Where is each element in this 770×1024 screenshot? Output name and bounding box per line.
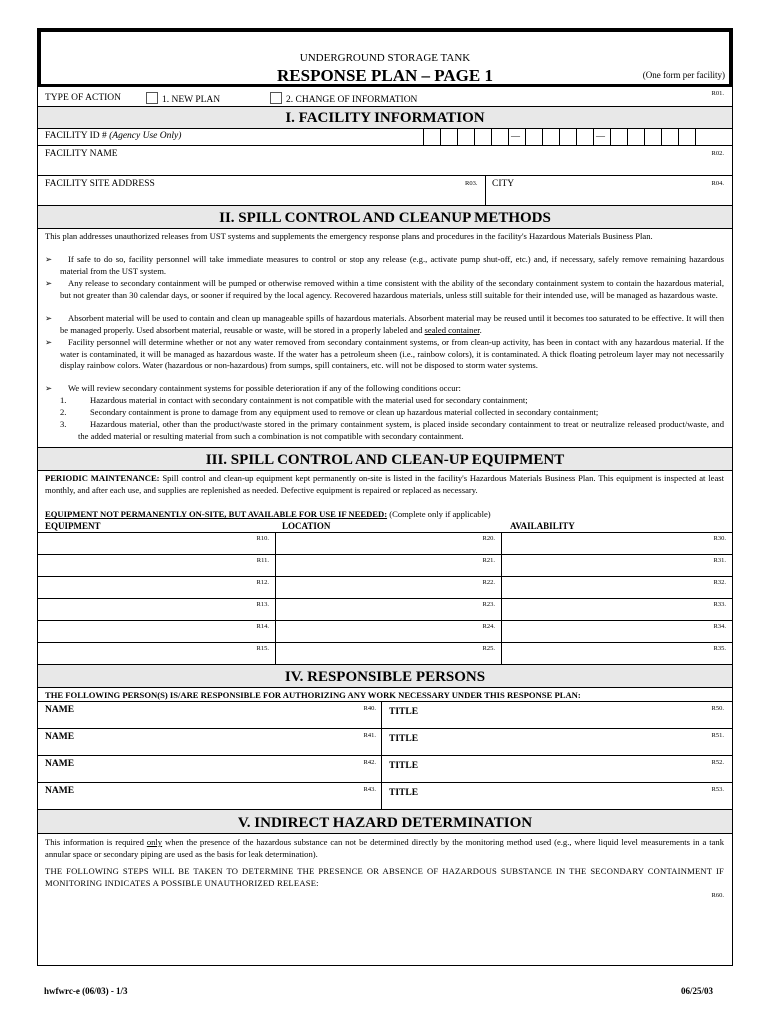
ref-r60: R60. bbox=[711, 892, 724, 899]
person-title-field[interactable] bbox=[381, 728, 732, 755]
section3-title: III. SPILL CONTROL AND CLEAN-UP EQUIPMENT bbox=[205, 452, 565, 468]
equipment-field[interactable] bbox=[38, 576, 275, 598]
title-label: TITLE bbox=[389, 707, 419, 717]
facility-id-label: FACILITY ID # (Agency Use Only) bbox=[45, 131, 182, 141]
condition-item-2: Secondary containment is prone to damage from any equipment used to remove or clean up hazardous material collected in secondary containment; bbox=[90, 407, 599, 417]
field-ref: R43. bbox=[363, 786, 376, 793]
equipment-row bbox=[38, 642, 732, 664]
field-ref: R15. bbox=[256, 645, 269, 652]
facility-name-field[interactable] bbox=[38, 157, 732, 175]
name-label: NAME bbox=[45, 732, 75, 742]
field-ref: R42. bbox=[363, 759, 376, 766]
response-plan-form bbox=[37, 28, 733, 966]
city-label: CITY bbox=[492, 179, 515, 189]
availability-field[interactable] bbox=[501, 642, 732, 664]
bullet-arrow: ➢ bbox=[45, 254, 53, 264]
id-dash-2: — bbox=[596, 131, 605, 141]
person-name-field[interactable] bbox=[38, 728, 381, 755]
field-ref: R41. bbox=[363, 732, 376, 739]
section2-intro: This plan addresses unauthorized releases from UST systems and supplements the emergency response plans and procedures in the facility's Hazardous Materials Business Plan. bbox=[45, 231, 653, 241]
field-ref: R35. bbox=[713, 645, 726, 652]
availability-field[interactable] bbox=[501, 620, 732, 642]
section5-title: V. INDIRECT HAZARD DETERMINATION bbox=[237, 815, 533, 831]
condition-item-1: Hazardous material in contact with secondary containment is not compatible with the material used for secondary containment; bbox=[90, 395, 528, 405]
availability-field[interactable] bbox=[501, 554, 732, 576]
field-ref: R32. bbox=[713, 579, 726, 586]
form-code: hwfwrc-e (06/03) - 1/3 bbox=[44, 986, 128, 996]
field-ref: R13. bbox=[256, 601, 269, 608]
person-name-field[interactable] bbox=[38, 701, 381, 728]
field-ref: R50. bbox=[711, 705, 724, 712]
section1-title: I. FACILITY INFORMATION bbox=[285, 110, 485, 126]
availability-field[interactable] bbox=[501, 598, 732, 620]
person-row bbox=[38, 701, 732, 728]
person-name-field[interactable] bbox=[38, 755, 381, 782]
field-ref: R24. bbox=[482, 623, 495, 630]
field-ref: R23. bbox=[482, 601, 495, 608]
facility-name-label: FACILITY NAME bbox=[45, 149, 118, 159]
site-address-label: FACILITY SITE ADDRESS bbox=[45, 179, 155, 189]
new-plan-label: 1. NEW PLAN bbox=[162, 95, 221, 105]
equipment-field[interactable] bbox=[38, 598, 275, 620]
change-info-checkbox[interactable] bbox=[270, 92, 282, 104]
section5-para2: THE FOLLOWING STEPS WILL BE TAKEN TO DETERMINE THE PRESENCE OR ABSENCE OF HAZARDOUS SUBSTANCE IN THE SECONDARY CONTAINMENT IF MONITORING INDICATES A POSSIBLE UNAUTHORIZED RELEASE: bbox=[45, 866, 724, 888]
equipment-row bbox=[38, 598, 732, 620]
location-field[interactable] bbox=[275, 576, 501, 598]
ref-r03: R03. bbox=[465, 180, 478, 187]
bullet-4: Facility personnel will determine whether or not any water removed from secondary containment systems, or from clean-up activity, has been in contact with any hazardous material. If the water is contaminated, it will be managed as hazardous waste. If the water has a petroleum sheen (i.e., rainbow colors), it is contaminated. A thick floating petroleum layer may not necessarily display rainbow colors. Water (hazardous or non-hazardous) from sumps, spill containers, etc. will not be disposed to storm water systems. bbox=[60, 337, 724, 370]
field-ref: R12. bbox=[256, 579, 269, 586]
person-row bbox=[38, 755, 732, 782]
equipment-field[interactable] bbox=[38, 642, 275, 664]
new-plan-option[interactable] bbox=[146, 92, 220, 105]
change-info-option[interactable] bbox=[270, 92, 417, 105]
header-note: (One form per facility) bbox=[642, 70, 725, 80]
equipment-row bbox=[38, 620, 732, 642]
field-ref: R33. bbox=[713, 601, 726, 608]
change-info-label: 2. CHANGE OF INFORMATION bbox=[286, 95, 418, 105]
bullet-5: We will review secondary containment systems for possible deterioration if any of the following conditions occur: bbox=[68, 383, 461, 393]
col-equipment: EQUIPMENT bbox=[45, 521, 101, 531]
page-title: RESPONSE PLAN – PAGE 1 bbox=[277, 66, 493, 85]
bullet-arrow: ➢ bbox=[45, 278, 53, 288]
section5-para1: This information is required only when the presence of the hazardous substance can not be determined directly by the monitoring method used (e.g., where liquid level measurements in a tank annular space or secondary piping are used as the basis for leak determination). bbox=[45, 837, 724, 859]
ref-r01: R01. bbox=[711, 90, 724, 97]
equipment-field[interactable] bbox=[38, 532, 275, 554]
name-label: NAME bbox=[45, 786, 75, 796]
field-ref: R25. bbox=[482, 645, 495, 652]
location-field[interactable] bbox=[275, 532, 501, 554]
person-row bbox=[38, 782, 732, 809]
periodic-maintenance-text: PERIODIC MAINTENANCE: Spill control and clean-up equipment kept permanently on-site is listed in the facility's Hazardous Materials Business Plan. This equipment is inspected at least monthly, and after each use, and supplies are replenished as needed. Defective equipment is repaired or replaced as necessary. bbox=[45, 473, 725, 495]
id-dash-1: — bbox=[511, 131, 520, 141]
equipment-field[interactable] bbox=[38, 620, 275, 642]
location-field[interactable] bbox=[275, 554, 501, 576]
field-ref: R20. bbox=[482, 535, 495, 542]
field-ref: R22. bbox=[482, 579, 495, 586]
type-of-action-label: TYPE OF ACTION bbox=[45, 93, 122, 103]
bullet-arrow: ➢ bbox=[45, 383, 53, 393]
equipment-row bbox=[38, 532, 732, 554]
field-ref: R14. bbox=[256, 623, 269, 630]
name-label: NAME bbox=[45, 705, 75, 715]
responsible-intro: THE FOLLOWING PERSON(S) IS/ARE RESPONSIBLE FOR AUTHORIZING ANY WORK NECESSARY UNDER THIS RESPONSE PLAN: bbox=[45, 690, 581, 700]
section2-title: II. SPILL CONTROL AND CLEANUP METHODS bbox=[219, 210, 551, 226]
location-field[interactable] bbox=[275, 598, 501, 620]
item-number: 3. bbox=[60, 419, 67, 429]
field-ref: R51. bbox=[711, 732, 724, 739]
form-date: 06/25/03 bbox=[681, 986, 714, 996]
field-ref: R31. bbox=[713, 557, 726, 564]
not-permanent-label: EQUIPMENT NOT PERMANENTLY ON-SITE, BUT AVAILABLE FOR USE IF NEEDED: (Complete only if applicable) bbox=[45, 509, 491, 519]
person-name-field[interactable] bbox=[38, 782, 381, 809]
equipment-table bbox=[38, 532, 732, 664]
section4-title: IV. RESPONSIBLE PERSONS bbox=[284, 669, 486, 685]
item-number: 1. bbox=[60, 395, 67, 405]
bullet-arrow: ➢ bbox=[45, 337, 53, 347]
person-title-field[interactable] bbox=[381, 701, 732, 728]
person-title-field[interactable] bbox=[381, 782, 732, 809]
field-ref: R34. bbox=[713, 623, 726, 630]
indirect-hazard-steps-field[interactable] bbox=[38, 889, 732, 965]
field-ref: R10. bbox=[256, 535, 269, 542]
field-ref: R11. bbox=[256, 557, 269, 564]
new-plan-checkbox[interactable] bbox=[146, 92, 158, 104]
title-label: TITLE bbox=[389, 788, 419, 798]
field-ref: R52. bbox=[711, 759, 724, 766]
location-field[interactable] bbox=[275, 642, 501, 664]
field-ref: R40. bbox=[363, 705, 376, 712]
title-label: TITLE bbox=[389, 761, 419, 771]
bullet-3: Absorbent material will be used to contain and clean up manageable spills of hazardous materials. Absorbent material may be reused until it becomes too saturated to be effective. It will then be managed properly. Used absorbent material, reusable or waste, will be stored in a properly labeled and sealed container. bbox=[60, 313, 724, 335]
col-location: LOCATION bbox=[282, 521, 331, 531]
equipment-row bbox=[38, 554, 732, 576]
equipment-field[interactable] bbox=[38, 554, 275, 576]
equipment-row bbox=[38, 576, 732, 598]
availability-field[interactable] bbox=[501, 576, 732, 598]
field-ref: R30. bbox=[713, 535, 726, 542]
availability-field[interactable] bbox=[501, 532, 732, 554]
ref-r02: R02. bbox=[711, 150, 724, 157]
location-field[interactable] bbox=[275, 620, 501, 642]
field-ref: R53. bbox=[711, 786, 724, 793]
name-label: NAME bbox=[45, 759, 75, 769]
bullet-arrow: ➢ bbox=[45, 313, 53, 323]
bullet-2: Any release to secondary containment will be pumped or otherwise removed within a time consistent with the ability of the secondary containment system to contain the hazardous material, but not greater than 30 calendar days, or sooner if required by the local agency. Recovered hazardous materials, unless still suitable for their intended use, will be managed as hazardous waste. bbox=[60, 278, 724, 300]
responsible-persons-table bbox=[38, 701, 732, 809]
item-number: 2. bbox=[60, 407, 67, 417]
bullet-1: If safe to do so, facility personnel will take immediate measures to control or stop any release (e.g., activate pump shut-off, etc.) and, if necessary, safely remove remaining hazardous material from the UST system. bbox=[60, 254, 724, 276]
person-row bbox=[38, 728, 732, 755]
field-ref: R21. bbox=[482, 557, 495, 564]
condition-item-3: Hazardous material, other than the product/waste stored in the primary containment system, is placed inside secondary containment to treat or neutralize released product/waste, and the added material or resulting material from such a combination is not compatible with secondary containment. bbox=[78, 419, 724, 441]
ref-r04: R04. bbox=[711, 180, 724, 187]
facility-id-boxes[interactable] bbox=[423, 128, 732, 145]
header-line1: UNDERGROUND STORAGE TANK bbox=[299, 52, 471, 64]
col-availability: AVAILABILITY bbox=[510, 521, 575, 531]
person-title-field[interactable] bbox=[381, 755, 732, 782]
title-label: TITLE bbox=[389, 734, 419, 744]
